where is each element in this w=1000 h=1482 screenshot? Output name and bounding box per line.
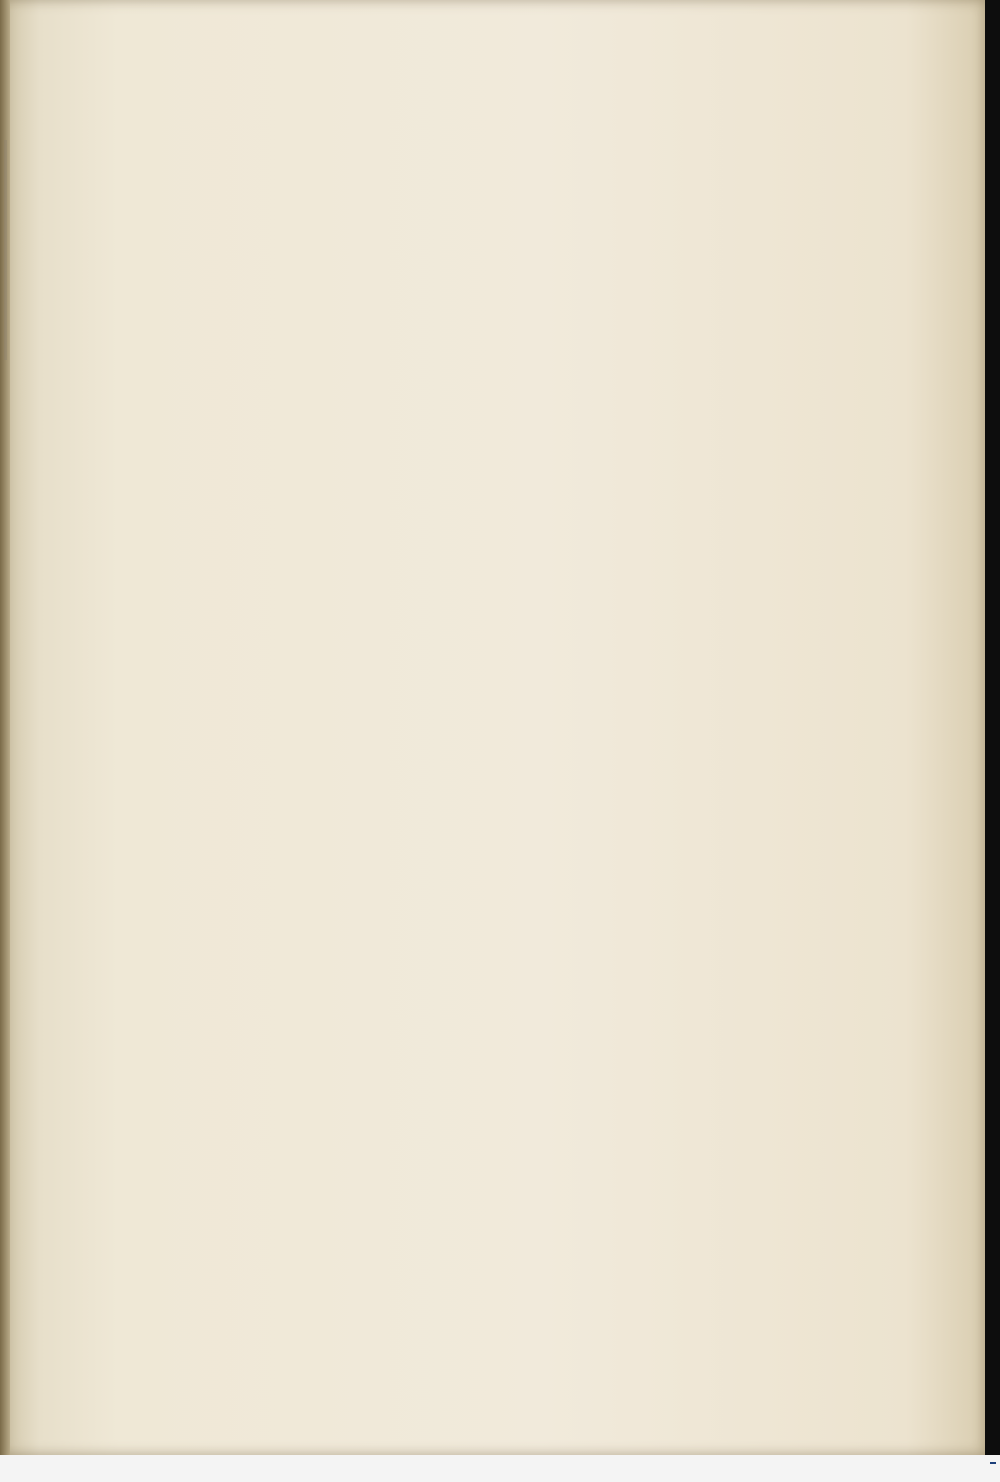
dfg-logo [990,1462,996,1464]
margin-stain [4,140,7,360]
digitization-footer [0,1455,1000,1482]
